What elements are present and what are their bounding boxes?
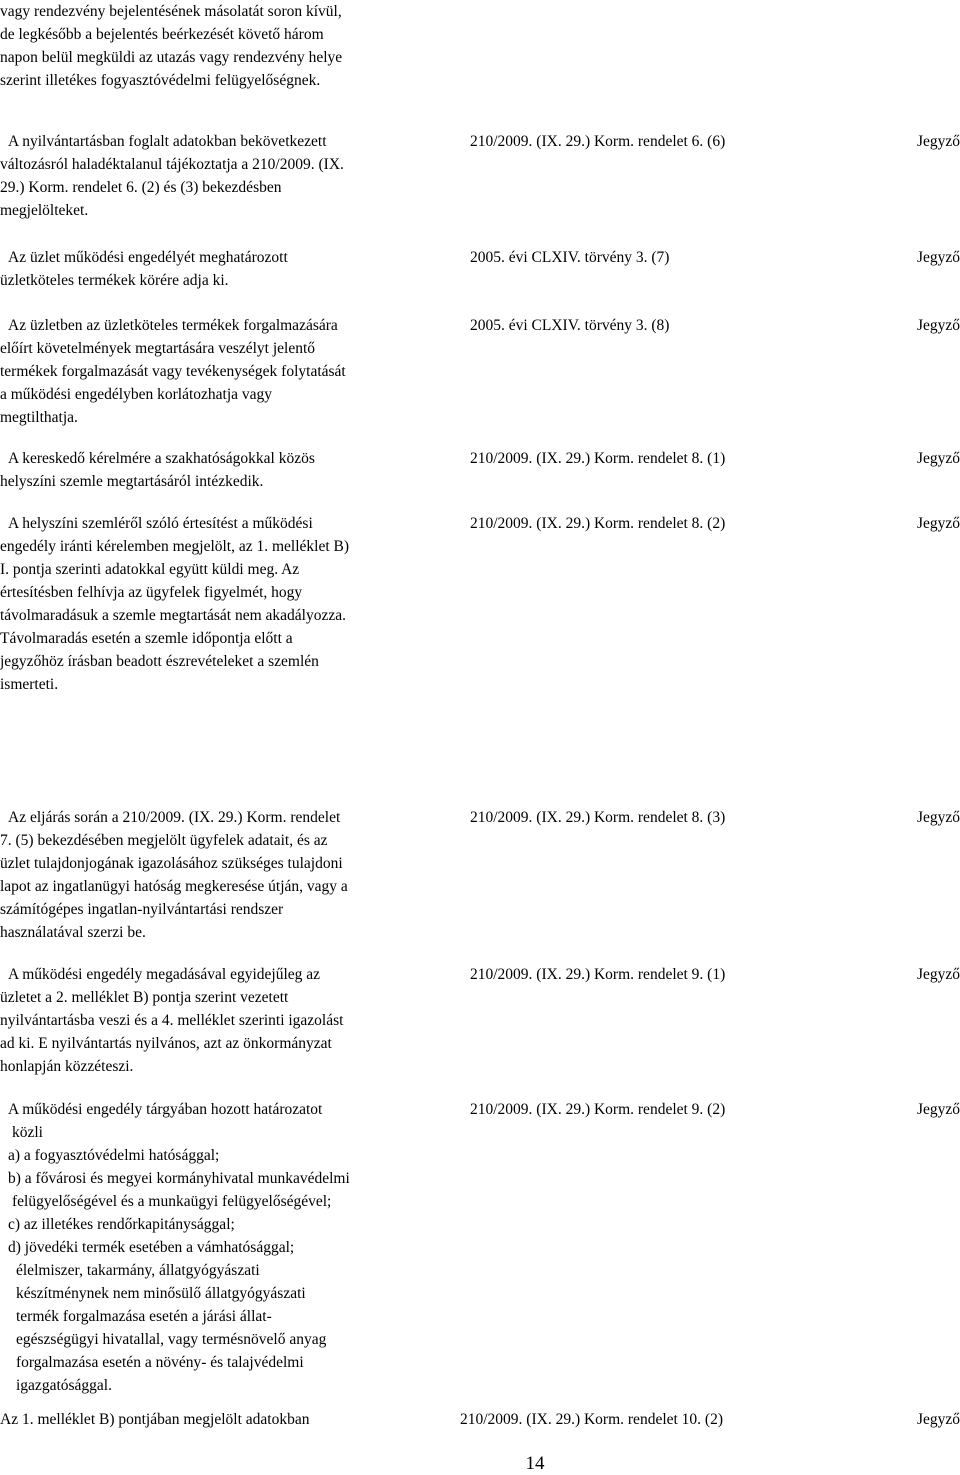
description-line: Távolmaradás esetén a szemle időpontja előtt a <box>0 630 293 647</box>
description-line: engedély iránti kérelemben megjelölt, az 1. melléklet B) <box>0 538 350 555</box>
description-line: termék forgalmazása esetén a járási állat- <box>16 1308 272 1325</box>
description-line: A működési engedély tárgyában hozott határozatot <box>8 1101 323 1118</box>
description-line: A működési engedély megadásával egyidejűleg az <box>8 966 321 983</box>
row-authority: Jegyző <box>916 966 960 983</box>
description-line: megjelölteket. <box>0 202 89 219</box>
intro-line: vagy rendezvény bejelentésének másolatát soron kívül, <box>0 3 342 20</box>
description-line: nyilvántartásba veszi és a 4. melléklet szerinti igazolást <box>0 1012 344 1029</box>
description-line: közli <box>12 1124 43 1141</box>
row-law-reference: 210/2009. (IX. 29.) Korm. rendelet 9. (2) <box>470 1101 726 1118</box>
row-authority: Jegyző <box>916 317 960 334</box>
row-authority: Jegyző <box>916 1411 960 1428</box>
row-law-reference: 2005. évi CLXIV. törvény 3. (8) <box>470 317 670 334</box>
description-line: A helyszíni szemléről szóló értesítést a működési <box>8 515 313 532</box>
row-description <box>0 246 440 292</box>
description-line: értesítésben felhívja az ügyfelek figyelmét, hogy <box>0 584 303 601</box>
description-line: A kereskedő kérelmére a szakhatóságokkal közös <box>8 450 315 467</box>
row-law-reference: 210/2009. (IX. 29.) Korm. rendelet 8. (3) <box>470 809 726 826</box>
intro-line: napon belül megküldi az utazás vagy rendezvény helye <box>0 49 343 66</box>
row-authority: Jegyző <box>916 809 960 826</box>
page-number: 14 <box>525 1453 545 1474</box>
row-description <box>0 963 440 1078</box>
description-line: Az üzletben az üzletköteles termékek forgalmazására <box>8 317 338 334</box>
description-line: előírt követelmények megtartására veszélyt jelentő <box>0 340 316 357</box>
description-line: a működési engedélyben korlátozhatja vagy <box>0 386 273 403</box>
row-law-reference: 210/2009. (IX. 29.) Korm. rendelet 9. (1) <box>470 966 726 983</box>
description-line: I. pontja szerinti adatokkal együtt küldi meg. Az <box>0 561 300 578</box>
description-line: b) a fővárosi és megyei kormányhivatal munkavédelmi <box>8 1170 350 1187</box>
description-line: ismerteti. <box>0 676 59 693</box>
description-line: a) a fogyasztóvédelmi hatósággal; <box>8 1147 220 1164</box>
description-line: A nyilvántartásban foglalt adatokban bekövetkezett <box>8 133 327 150</box>
row-authority: Jegyző <box>916 450 960 467</box>
description-line: termékek forgalmazását vagy tevékenységek folytatását <box>0 363 346 380</box>
row-law-reference: 210/2009. (IX. 29.) Korm. rendelet 6. (6) <box>470 133 726 150</box>
row-description <box>0 1408 440 1431</box>
description-line: egészségügyi hivatallal, vagy termésnövelő anyag <box>16 1331 327 1348</box>
description-line: készítménynek nem minősülő állatgyógyászati <box>16 1285 306 1302</box>
description-line: Az 1. melléklet B) pontjában megjelölt adatokban <box>0 1411 310 1428</box>
description-line: üzlet tulajdonjogának igazolásához szükséges tulajdoni <box>0 855 343 872</box>
row-law-reference: 210/2009. (IX. 29.) Korm. rendelet 8. (1) <box>470 450 726 467</box>
description-line: forgalmazása esetén a növény- és talajvédelmi <box>16 1354 304 1371</box>
description-line: 7. (5) bekezdésében megjelölt ügyfelek adatait, és az <box>0 832 328 849</box>
description-line: számítógépes ingatlan-nyilvántartási rendszer <box>0 901 284 918</box>
row-law-reference: 210/2009. (IX. 29.) Korm. rendelet 10. (2) <box>460 1411 724 1428</box>
description-line: lapot az ingatlanügyi hatóság megkeresése útján, vagy a <box>0 878 348 895</box>
intro-line: de legkésőbb a bejelentés beérkezését követő három <box>0 26 324 43</box>
row-law-reference: 2005. évi CLXIV. törvény 3. (7) <box>470 249 670 266</box>
description-line: helyszíni szemle megtartásáról intézkedik. <box>0 473 264 490</box>
intro-line: szerint illetékes fogyasztóvédelmi felügyelőségnek. <box>0 72 321 89</box>
row-description <box>0 806 440 944</box>
description-line: változásról haladéktalanul tájékoztatja a 210/2009. (IX. <box>0 156 344 173</box>
row-description <box>0 447 440 493</box>
description-line: Az üzlet működési engedélyét meghatározott <box>8 249 288 266</box>
row-description <box>0 512 440 696</box>
description-line: üzletet a 2. melléklet B) pontja szerint vezetett <box>0 989 289 1006</box>
description-line: felügyelőségével és a munkaügyi felügyelőségével; <box>12 1193 332 1210</box>
row-description <box>0 314 440 429</box>
description-line: c) az illetékes rendőrkapitánysággal; <box>8 1216 235 1233</box>
description-line: 29.) Korm. rendelet 6. (2) és (3) bekezdésben <box>0 179 282 196</box>
description-line: ad ki. E nyilvántartás nyilvános, azt az önkormányzat <box>0 1035 332 1052</box>
description-line: távolmaradásuk a szemle megtartását nem akadályozza. <box>0 607 347 624</box>
description-line: honlapján közzéteszi. <box>0 1058 134 1075</box>
row-description <box>0 1098 440 1397</box>
row-authority: Jegyző <box>916 133 960 150</box>
description-line: üzletköteles termékek körére adja ki. <box>0 272 229 289</box>
description-line: élelmiszer, takarmány, állatgyógyászati <box>16 1262 260 1279</box>
row-law-reference: 210/2009. (IX. 29.) Korm. rendelet 8. (2) <box>470 515 726 532</box>
row-description <box>0 130 440 222</box>
description-line: megtilthatja. <box>0 409 78 426</box>
description-line: igazgatósággal. <box>16 1377 112 1394</box>
description-line: jegyzőhöz írásban beadott észrevételeket a szemlén <box>0 653 319 670</box>
description-line: használatával szerzi be. <box>0 924 146 941</box>
row-authority: Jegyző <box>916 1101 960 1118</box>
description-line: d) jövedéki termék esetében a vámhatósággal; <box>8 1239 295 1256</box>
row-authority: Jegyző <box>916 249 960 266</box>
description-line: Az eljárás során a 210/2009. (IX. 29.) Korm. rendelet <box>8 809 341 826</box>
row-authority: Jegyző <box>916 515 960 532</box>
